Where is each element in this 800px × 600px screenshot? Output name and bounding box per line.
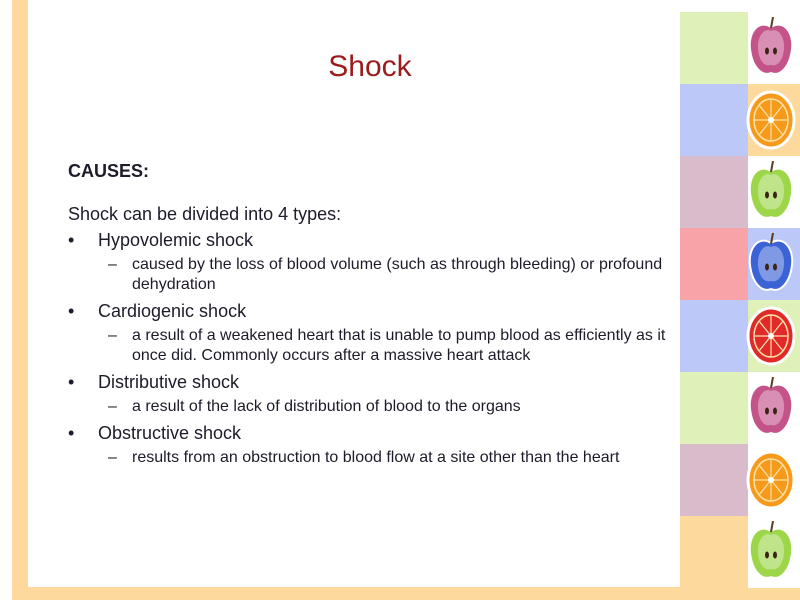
shock-type-label: Hypovolemic shock bbox=[98, 230, 254, 250]
orange-icon bbox=[746, 303, 796, 369]
list-item bbox=[68, 299, 678, 366]
tile-left-swatch bbox=[680, 516, 748, 588]
decor-tile bbox=[680, 156, 800, 228]
shock-type-label: Obstructive shock bbox=[98, 423, 242, 443]
detail-list bbox=[98, 448, 678, 468]
tile-left-swatch bbox=[680, 12, 748, 84]
detail-list bbox=[98, 326, 678, 366]
detail-text: a result of a weakened heart that is unable to pump blood as efficiently as it once did. Commonly occurs after a massive heart attack bbox=[132, 327, 666, 364]
shock-type-label: Cardiogenic shock bbox=[98, 301, 247, 321]
decor-tile bbox=[680, 12, 800, 84]
shock-type-list bbox=[68, 228, 678, 468]
tile-left-swatch bbox=[680, 228, 748, 300]
apple-icon bbox=[746, 375, 796, 441]
dash-icon: – bbox=[108, 449, 117, 466]
detail-text: results from an obstruction to blood flow at a site other than the heart bbox=[132, 449, 620, 466]
decorative-fruit-panel bbox=[680, 12, 800, 588]
decor-tile bbox=[680, 84, 800, 156]
list-item bbox=[68, 228, 678, 295]
tile-left-swatch bbox=[680, 156, 748, 228]
bullet-icon: • bbox=[68, 423, 75, 443]
detail-text: caused by the loss of blood volume (such as through bleeding) or profound dehydration bbox=[132, 256, 663, 293]
tile-left-swatch bbox=[680, 300, 748, 372]
tile-left-swatch bbox=[680, 84, 748, 156]
detail-list bbox=[98, 255, 678, 295]
apple-icon bbox=[746, 15, 796, 81]
list-item bbox=[68, 421, 678, 468]
decor-tile bbox=[680, 228, 800, 300]
detail-list bbox=[98, 397, 678, 417]
tile-left-swatch bbox=[680, 372, 748, 444]
list-item bbox=[68, 370, 678, 417]
bullet-icon: • bbox=[68, 301, 75, 321]
detail-item bbox=[98, 448, 678, 468]
apple-icon bbox=[746, 519, 796, 585]
tile-left-swatch bbox=[680, 444, 748, 516]
dash-icon: – bbox=[108, 256, 117, 273]
detail-item bbox=[98, 397, 678, 417]
detail-item bbox=[98, 255, 678, 295]
bottom-accent-bar bbox=[12, 587, 800, 600]
intro-text: Shock can be divided into 4 types: bbox=[68, 204, 342, 224]
orange-icon bbox=[746, 87, 796, 153]
decor-tile bbox=[680, 300, 800, 372]
left-accent-bar bbox=[12, 0, 28, 588]
dash-icon: – bbox=[108, 327, 117, 344]
bullet-icon: • bbox=[68, 230, 75, 250]
bullet-icon: • bbox=[68, 372, 75, 392]
detail-item bbox=[98, 326, 678, 366]
slide-title: Shock bbox=[328, 50, 412, 83]
causes-heading: CAUSES: bbox=[68, 161, 150, 181]
slide-body bbox=[68, 158, 678, 472]
apple-icon bbox=[746, 231, 796, 297]
apple-icon bbox=[746, 159, 796, 225]
detail-text: a result of the lack of distribution of blood to the organs bbox=[132, 398, 521, 415]
orange-icon bbox=[746, 447, 796, 513]
decor-tile bbox=[680, 444, 800, 516]
decor-tile bbox=[680, 516, 800, 588]
dash-icon: – bbox=[108, 398, 117, 415]
decor-tile bbox=[680, 372, 800, 444]
shock-type-label: Distributive shock bbox=[98, 372, 240, 392]
